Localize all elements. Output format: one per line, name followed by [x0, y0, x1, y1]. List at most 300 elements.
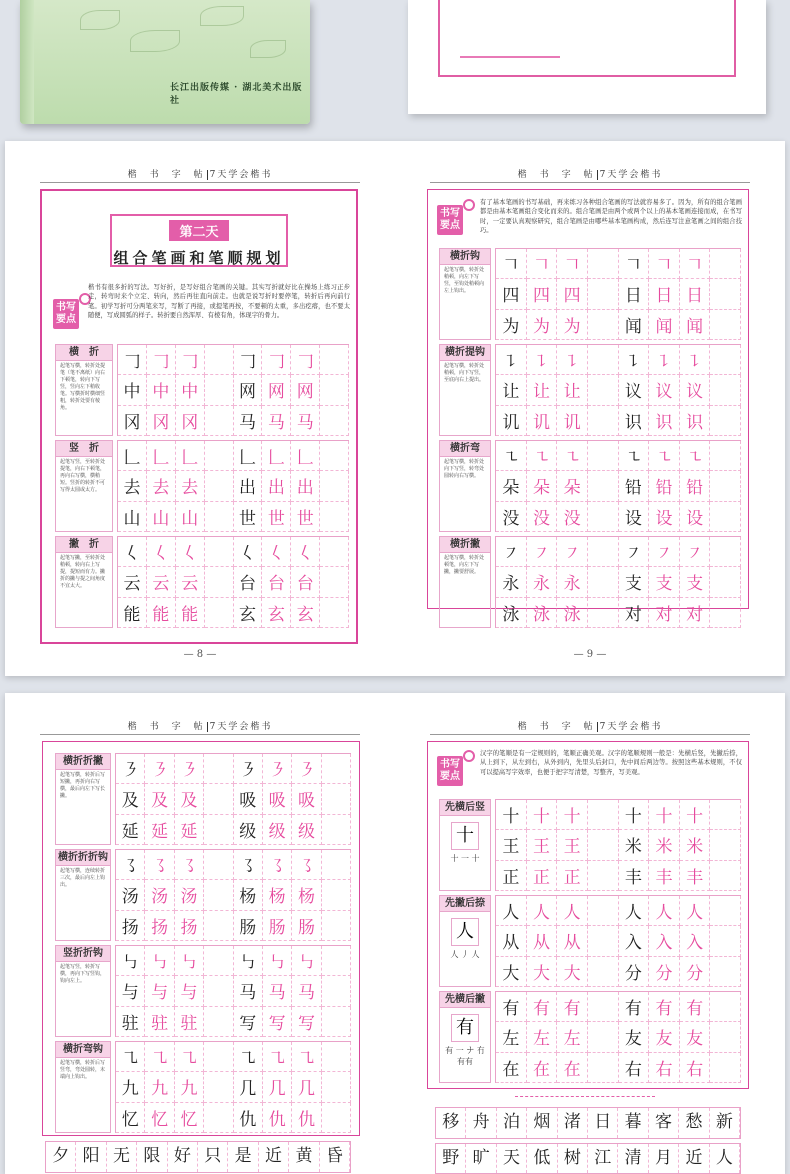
stroke-note: 起笔写横，转折处稍顿，向下写竖，至底向右上提出。 — [444, 363, 485, 383]
practice-cell — [322, 784, 351, 814]
stroke-note: 起笔写横，转折处稍顿，向左下写竖，至钩处稍顿向左上钩出。 — [444, 267, 485, 294]
practice-cell: 九 — [116, 1072, 145, 1102]
leaf-decoration — [250, 40, 286, 58]
poem-character: 移 — [436, 1108, 466, 1138]
practice-cell — [322, 850, 351, 880]
demo-character: 人 — [451, 918, 479, 946]
practice-cell: 汤 — [175, 880, 204, 910]
practice-cell: 友 — [680, 1022, 711, 1052]
practice-cell: 𠃊 — [234, 441, 263, 471]
practice-grid — [117, 440, 349, 532]
poem-character: 新 — [710, 1108, 740, 1138]
practice-cell — [710, 926, 741, 956]
practice-cell: 肠 — [234, 911, 263, 941]
practice-cell: ㇋ — [292, 754, 321, 784]
practice-cell: 𠃍 — [619, 249, 650, 279]
practice-cell — [205, 598, 234, 628]
practice-cell — [710, 957, 741, 987]
practice-cell: 杨 — [234, 880, 263, 910]
practice-cell: ㇋ — [175, 754, 204, 784]
practice-cell — [588, 471, 619, 501]
practice-cell: 忆 — [145, 1103, 174, 1133]
practice-cell — [204, 880, 233, 910]
stroke-section-label — [55, 849, 111, 941]
practice-cell: 日 — [680, 279, 711, 309]
practice-cell: ㇊ — [557, 345, 588, 375]
practice-cell: 𠃌 — [291, 345, 320, 375]
practice-cell — [205, 441, 234, 471]
stroke-name: 横 折 — [56, 345, 112, 361]
practice-grid — [117, 344, 349, 436]
practice-cell: ㇈ — [116, 1042, 145, 1072]
practice-cell: 马 — [291, 406, 320, 436]
practice-cell: 为 — [527, 310, 558, 340]
practice-cell: 𠃍 — [557, 249, 588, 279]
poem-character: 是 — [228, 1142, 258, 1172]
practice-cell: ㇊ — [527, 345, 558, 375]
practice-cell: 讥 — [557, 406, 588, 436]
practice-cell: 马 — [262, 406, 291, 436]
practice-cell — [588, 1022, 619, 1052]
practice-cell: 四 — [527, 279, 558, 309]
practice-cell: 十 — [527, 800, 558, 830]
stroke-order-demo — [440, 822, 490, 864]
practice-cell: 人 — [527, 896, 558, 926]
stroke-name: 横折弯钩 — [56, 1042, 110, 1058]
practice-cell: 人 — [496, 896, 527, 926]
practice-cell: 𠃌 — [118, 345, 147, 375]
practice-cell — [322, 1103, 351, 1133]
practice-cell: 杨 — [292, 880, 321, 910]
practice-cell: 马 — [263, 976, 292, 1006]
stroke-note: 起笔写竖，转折写横，再向下写竖钩，钩向左上。 — [60, 964, 106, 984]
practice-cell — [320, 502, 349, 532]
practice-cell: 级 — [234, 815, 263, 845]
practice-cell — [588, 375, 619, 405]
practice-cell: 汤 — [145, 880, 174, 910]
practice-grid — [495, 536, 741, 628]
practice-cell: 对 — [649, 598, 680, 628]
stroke-section-label — [55, 753, 111, 845]
practice-cell: 朵 — [496, 471, 527, 501]
practice-cell: 左 — [527, 1022, 558, 1052]
practice-cell — [710, 861, 741, 891]
practice-cell: 支 — [680, 567, 711, 597]
practice-cell: 世 — [234, 502, 263, 532]
practice-cell: 驻 — [145, 1007, 174, 1037]
practice-cell: 扬 — [116, 911, 145, 941]
practice-cell: 对 — [680, 598, 711, 628]
practice-cell: 及 — [175, 784, 204, 814]
practice-cell — [322, 1042, 351, 1072]
practice-grid — [117, 536, 349, 628]
practice-cell — [710, 830, 741, 860]
practice-cell: 朵 — [527, 471, 558, 501]
practice-cell: 让 — [496, 375, 527, 405]
practice-cell: 台 — [234, 567, 263, 597]
practice-cell — [205, 502, 234, 532]
page-11 — [395, 693, 785, 1174]
stroke-note: 起笔写竖，至转折处提笔，向右下顿笔，再向右写横，横稍短。竖折的转折不可写得太圆或太方。 — [60, 459, 106, 493]
poem-character: 野 — [436, 1144, 466, 1173]
practice-cell: 讥 — [527, 406, 558, 436]
practice-cell: 铅 — [680, 471, 711, 501]
practice-cell — [710, 502, 741, 532]
practice-cell: ㇍ — [680, 441, 711, 471]
practice-cell — [588, 567, 619, 597]
practice-cell: 讥 — [496, 406, 527, 436]
practice-cell: 云 — [118, 567, 147, 597]
practice-cell — [322, 1007, 351, 1037]
practice-cell: 能 — [147, 598, 176, 628]
practice-cell: 泳 — [527, 598, 558, 628]
practice-cell: ㇉ — [263, 946, 292, 976]
spread-pages-10-11 — [5, 693, 785, 1174]
practice-cell: 有 — [557, 992, 588, 1022]
practice-cell: 世 — [291, 502, 320, 532]
leaf-decoration — [80, 10, 120, 30]
practice-cell: 四 — [496, 279, 527, 309]
practice-cell: 吸 — [234, 784, 263, 814]
practice-cell: 几 — [263, 1072, 292, 1102]
stroke-name: 横折钩 — [440, 249, 490, 265]
practice-cell: 九 — [175, 1072, 204, 1102]
practice-cell: 从 — [557, 926, 588, 956]
key-points-tag: 书写要点 — [437, 756, 463, 786]
practice-cell: 左 — [496, 1022, 527, 1052]
practice-cell — [710, 471, 741, 501]
practice-cell — [710, 249, 741, 279]
stroke-name: 横折折撇 — [56, 754, 110, 770]
practice-cell: ㇊ — [496, 345, 527, 375]
practice-cell — [588, 1053, 619, 1083]
practice-cell — [320, 471, 349, 501]
practice-cell: 议 — [680, 375, 711, 405]
practice-cell: 写 — [292, 1007, 321, 1037]
practice-cell: ㇉ — [116, 946, 145, 976]
practice-cell: 写 — [263, 1007, 292, 1037]
practice-cell: 永 — [557, 567, 588, 597]
tree-illustration — [460, 38, 560, 58]
magnifier-icon — [463, 199, 475, 211]
practice-cell: 永 — [496, 567, 527, 597]
practice-cell: 𠃍 — [649, 249, 680, 279]
practice-cell: 杨 — [263, 880, 292, 910]
practice-cell: 分 — [680, 957, 711, 987]
practice-cell — [320, 441, 349, 471]
practice-cell: 马 — [234, 406, 263, 436]
practice-cell — [710, 598, 741, 628]
practice-cell — [322, 815, 351, 845]
practice-cell: 王 — [496, 830, 527, 860]
practice-cell: 仇 — [234, 1103, 263, 1133]
practice-cell: 𠃌 — [234, 345, 263, 375]
stroke-name: 横折折折钩 — [56, 850, 110, 866]
stroke-name: 撇 折 — [56, 537, 112, 553]
practice-cell: ㇌ — [263, 850, 292, 880]
practice-cell: 人 — [619, 896, 650, 926]
lesson-title: 组合笔画和笔顺规划 — [113, 249, 285, 267]
practice-grid — [115, 1041, 351, 1133]
practice-cell: 永 — [527, 567, 558, 597]
demo-character: 十 — [451, 822, 479, 850]
practice-cell: 𠃊 — [118, 441, 147, 471]
practice-cell: 𡿨 — [262, 537, 291, 567]
poem-character: 愁 — [679, 1108, 709, 1138]
practice-cell: 肠 — [292, 911, 321, 941]
practice-cell: 网 — [262, 375, 291, 405]
poem-character: 近 — [679, 1144, 709, 1173]
practice-cell — [588, 310, 619, 340]
intro-text: 汉字的笔顺是有一定规则的，笔顺正确美观。汉字的笔顺规则一般是：先横后竖，先撇后捺，从上到下，从左到右，从外到内，先里头后封口，先中间后两边等。按照这些基本规则，不仅可以提高写字效率，也便于把字写清楚，写整齐，写美观。 — [480, 750, 742, 776]
practice-cell: 有 — [527, 992, 558, 1022]
stroke-note: 起笔写横，转折处顿笔，向左下写撇，撇要舒展。 — [444, 555, 485, 575]
page-number: — 8 — — [183, 649, 217, 660]
poem-character: 低 — [527, 1144, 557, 1173]
practice-cell: 识 — [680, 406, 711, 436]
practice-cell: 王 — [557, 830, 588, 860]
practice-cell: 扬 — [175, 911, 204, 941]
intro-text: 有了基本笔画的书写基础，再来练习各种组合笔画的写法就容易多了。因为，所有的组合笔画都是由基本笔画组合变化而来的。组合笔画是由两个或两个以上的基本笔画连接而成，在书写时，一定要认真观察研究，组合笔画是由哪些基本笔画构成，然后连写注意笔画之间的组合技巧。 — [480, 199, 742, 235]
practice-cell — [205, 375, 234, 405]
stroke-note: 起笔写横，转折后写竖弯，弯处圆转，末端向上钩出。 — [60, 1060, 106, 1080]
stroke-name: 先横后竖 — [440, 800, 490, 816]
practice-cell — [205, 406, 234, 436]
practice-cell: 没 — [527, 502, 558, 532]
practice-cell: ㇉ — [292, 946, 321, 976]
practice-cell: 有 — [619, 992, 650, 1022]
practice-cell — [588, 926, 619, 956]
poem-character: 日 — [588, 1108, 618, 1138]
practice-cell: 正 — [557, 861, 588, 891]
practice-cell: 右 — [649, 1053, 680, 1083]
practice-cell: 大 — [557, 957, 588, 987]
practice-cell: 在 — [557, 1053, 588, 1083]
practice-cell: 写 — [234, 1007, 263, 1037]
demo-character: 有 — [451, 1014, 479, 1042]
practice-cell: 识 — [619, 406, 650, 436]
poem-character: 月 — [649, 1144, 679, 1173]
practice-cell: ㇊ — [680, 345, 711, 375]
poem-character: 夕 — [46, 1142, 76, 1172]
practice-cell — [588, 249, 619, 279]
practice-cell: 延 — [175, 815, 204, 845]
practice-cell: ㇍ — [557, 441, 588, 471]
page-header: 楷 书 字 帖 7天学会楷书 — [517, 170, 663, 180]
stroke-note: 起笔写撇，至转折处稍顿，转向右上写提，提短而有力。撇折的撇与提之间角度不宜太大。 — [60, 555, 106, 589]
practice-cell — [322, 880, 351, 910]
stroke-name: 先横后撇 — [440, 992, 490, 1008]
practice-cell: 支 — [619, 567, 650, 597]
practice-cell: 铅 — [649, 471, 680, 501]
practice-cell — [710, 375, 741, 405]
practice-cell — [204, 784, 233, 814]
practice-cell: 让 — [527, 375, 558, 405]
stroke-section-label — [439, 344, 491, 436]
book-spine — [20, 0, 34, 124]
practice-cell: 朵 — [557, 471, 588, 501]
practice-cell: 分 — [619, 957, 650, 987]
practice-cell: ㇉ — [175, 946, 204, 976]
practice-cell: 山 — [118, 502, 147, 532]
practice-cell: 扬 — [145, 911, 174, 941]
practice-cell: 山 — [147, 502, 176, 532]
practice-cell: 吸 — [292, 784, 321, 814]
page-header: 楷 书 字 帖 7天学会楷书 — [127, 722, 273, 732]
practice-cell: 玄 — [234, 598, 263, 628]
practice-cell: 丰 — [680, 861, 711, 891]
practice-cell — [588, 992, 619, 1022]
practice-cell — [588, 830, 619, 860]
practice-cell: 在 — [496, 1053, 527, 1083]
practice-cell — [205, 345, 234, 375]
practice-grid — [115, 945, 351, 1037]
practice-cell: 马 — [292, 976, 321, 1006]
practice-cell — [710, 1053, 741, 1083]
stroke-sequence: 人 丿 人 — [450, 950, 480, 959]
poem-character: 黄 — [289, 1142, 319, 1172]
poem-character: 暮 — [618, 1108, 648, 1138]
practice-cell — [205, 567, 234, 597]
page-10 — [5, 693, 395, 1174]
practice-cell: 𡿨 — [176, 537, 205, 567]
poem-character: 客 — [649, 1108, 679, 1138]
practice-cell: 十 — [496, 800, 527, 830]
poem-character: 渚 — [558, 1108, 588, 1138]
practice-cell: 世 — [262, 502, 291, 532]
practice-cell: 𡿨 — [118, 537, 147, 567]
stroke-section-label — [55, 1041, 111, 1133]
stroke-section-label — [439, 536, 491, 628]
practice-cell: 铅 — [619, 471, 650, 501]
practice-cell: ㇈ — [263, 1042, 292, 1072]
practice-cell: 𡿨 — [291, 537, 320, 567]
practice-cell: 几 — [234, 1072, 263, 1102]
practice-cell: 𠃌 — [147, 345, 176, 375]
practice-cell: 延 — [145, 815, 174, 845]
practice-cell: 闻 — [619, 310, 650, 340]
stroke-section-label — [439, 799, 491, 891]
poem-character: 近 — [259, 1142, 289, 1172]
stroke-section-label — [439, 440, 491, 532]
practice-cell — [710, 406, 741, 436]
poem-character: 无 — [107, 1142, 137, 1172]
practice-cell — [710, 567, 741, 597]
practice-cell — [588, 406, 619, 436]
practice-cell — [320, 537, 349, 567]
practice-cell: 出 — [234, 471, 263, 501]
book-cover — [20, 0, 310, 124]
stroke-note: 起笔写横，转折后写短撇，再折向右写横，最后向左下写长撇。 — [60, 772, 106, 799]
stroke-section-label — [439, 248, 491, 340]
practice-cell: 入 — [649, 926, 680, 956]
practice-cell — [710, 441, 741, 471]
magnifier-icon — [463, 750, 475, 762]
poem-character: 昏 — [320, 1142, 350, 1172]
practice-cell — [320, 567, 349, 597]
practice-cell: 及 — [116, 784, 145, 814]
practice-cell: 冈 — [147, 406, 176, 436]
practice-cell: 忆 — [116, 1103, 145, 1133]
practice-cell: 中 — [176, 375, 205, 405]
practice-cell: 议 — [649, 375, 680, 405]
practice-cell: 𠃍 — [527, 249, 558, 279]
practice-cell: 四 — [557, 279, 588, 309]
practice-cell: ㇌ — [292, 850, 321, 880]
practice-cell — [710, 896, 741, 926]
practice-cell: ㇋ — [116, 754, 145, 784]
practice-cell: 日 — [619, 279, 650, 309]
practice-cell — [204, 976, 233, 1006]
poem-character: 清 — [618, 1144, 648, 1173]
practice-cell: 入 — [680, 926, 711, 956]
spread-pages-8-9 — [5, 141, 785, 676]
poem-character: 限 — [137, 1142, 167, 1172]
practice-cell: ㇇ — [649, 537, 680, 567]
practice-cell: ㇌ — [234, 850, 263, 880]
practice-cell: 十 — [557, 800, 588, 830]
stroke-name: 横折提钩 — [440, 345, 490, 361]
practice-cell: 玄 — [291, 598, 320, 628]
practice-cell: ㇈ — [145, 1042, 174, 1072]
stroke-note: 起笔写横，转折处向下写竖，转弯处圆转向右写横。 — [444, 459, 485, 479]
poem-character: 人 — [710, 1144, 740, 1173]
practice-cell: 去 — [176, 471, 205, 501]
practice-cell — [204, 1103, 233, 1133]
practice-grid — [495, 895, 741, 987]
practice-cell: ㇈ — [175, 1042, 204, 1072]
poem-character: 江 — [588, 1144, 618, 1173]
practice-cell: 𡿨 — [234, 537, 263, 567]
practice-cell: ㇍ — [619, 441, 650, 471]
poem-character: 只 — [198, 1142, 228, 1172]
practice-cell: 人 — [649, 896, 680, 926]
practice-cell: 让 — [557, 375, 588, 405]
practice-cell — [710, 310, 741, 340]
poem-character: 树 — [558, 1144, 588, 1173]
day-title-box — [110, 214, 288, 267]
practice-cell: 马 — [234, 976, 263, 1006]
practice-cell — [588, 502, 619, 532]
practice-cell: 九 — [145, 1072, 174, 1102]
practice-cell — [204, 946, 233, 976]
practice-cell: 右 — [680, 1053, 711, 1083]
poem-character: 天 — [497, 1144, 527, 1173]
leaf-decoration — [200, 6, 244, 26]
practice-cell: 闻 — [649, 310, 680, 340]
practice-cell: 议 — [619, 375, 650, 405]
practice-cell — [204, 754, 233, 784]
practice-cell: ㇇ — [619, 537, 650, 567]
practice-cell: 识 — [649, 406, 680, 436]
practice-cell — [710, 800, 741, 830]
stroke-section-label — [55, 440, 113, 532]
poem-row — [435, 1143, 741, 1174]
practice-cell: 驻 — [116, 1007, 145, 1037]
practice-cell: 去 — [147, 471, 176, 501]
practice-cell: 出 — [291, 471, 320, 501]
practice-cell — [322, 1072, 351, 1102]
practice-cell: ㇊ — [649, 345, 680, 375]
practice-cell: 有 — [680, 992, 711, 1022]
practice-cell — [320, 345, 349, 375]
stroke-sequence: 十 一 十 — [450, 854, 480, 863]
practice-cell: 与 — [175, 976, 204, 1006]
practice-cell: 人 — [557, 896, 588, 926]
practice-cell — [710, 345, 741, 375]
practice-cell — [204, 1072, 233, 1102]
practice-cell: 有 — [649, 992, 680, 1022]
